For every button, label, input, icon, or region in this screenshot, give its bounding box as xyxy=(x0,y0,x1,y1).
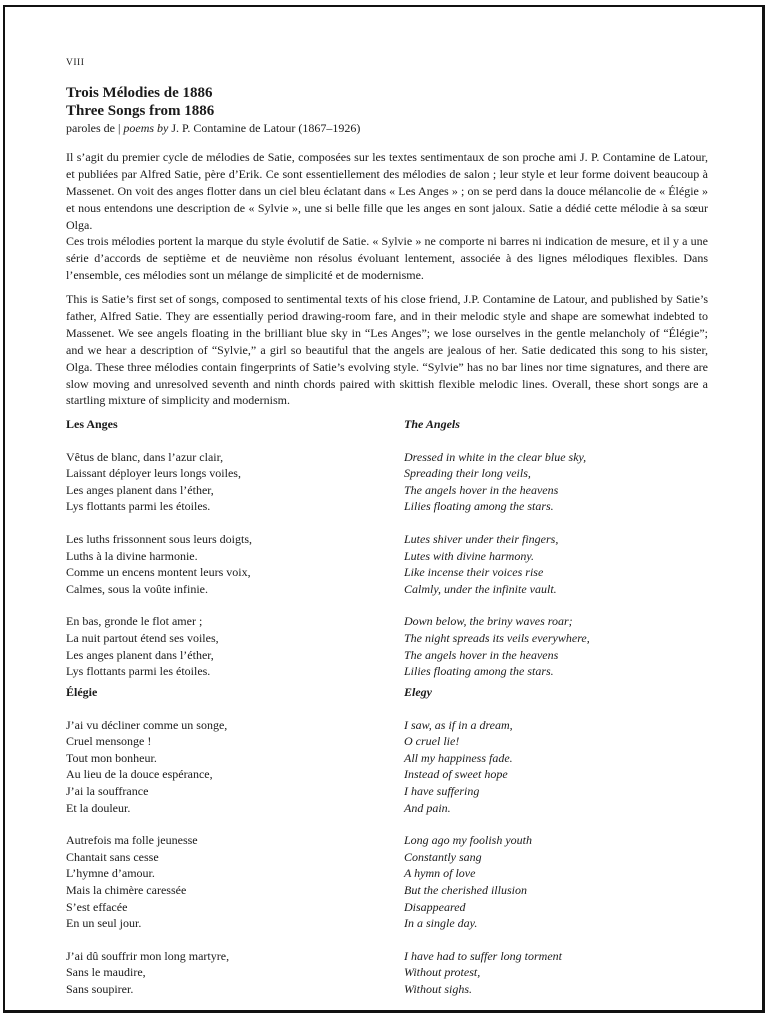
verse-line: Like incense their voices rise xyxy=(404,565,544,580)
verse-line: Lilies floating among the stars. xyxy=(404,499,554,514)
verse-line: Tout mon bonheur. xyxy=(66,750,157,765)
verse-line: Laissant déployer leurs longs voiles, xyxy=(66,466,241,481)
verse-line: Les anges planent dans l’éther, xyxy=(66,647,214,662)
byline xyxy=(66,121,360,135)
stanza xyxy=(404,449,704,515)
stanza xyxy=(404,531,704,597)
verse-line: A hymn of love xyxy=(404,866,476,881)
verse-line: The night spreads its veils everywhere, xyxy=(404,630,590,645)
intro-english-paragraph: This is Satie’s first set of songs, composed to sentimental texts of his close friend, J.P. Contamine de Latour, and published by Satie’s father, Alfred Satie. They are essentially period drawing-room fare, and in their melodic style and shape are somewhat indebted to Massenet. We see angels floating in the brilliant blue sky in “Les Anges”; we lose ourselves in the gentle melancholy of “Élégie”; and we hear a description of “Sylvie,” a girl so beautiful that the angels are jealous of her. Satie dedicated this song to his sister, Olga. These three mélodies contain fingerprints of Satie’s evolving style. “Sylvie” has no bar lines nor time signatures, and there are slow moving and unresolved seventh and ninth chords paired with skittish flexible melodic lines. Overall, these short songs are a startling mixture of simplicity and modernism. xyxy=(66,292,708,408)
verse-line: O cruel lie! xyxy=(404,734,460,749)
stanza xyxy=(404,948,704,998)
verse-line: Without protest, xyxy=(404,965,481,980)
intro-french-paragraph-1: Il s’agit du premier cycle de mélodies de Satie, composées sur les textes sentimentaux de son proche ami J. P. Contamine de Latour, et publiées par Alfred Satie, père d’Erik. Ce sont essentiellement des mélodies de salon ; leur style et leur forme doivent beaucoup à Massenet. On voit des anges flotter dans un ciel bleu éclatant dans « Les Anges » ; on se perd dans la douce mélancolie de « Élégie » et nous entendons une description de « Sylvie », une si belle fille que les anges en sont jaloux. Satie a dédié cette mélodie à sa sœur Olga. xyxy=(66,150,708,232)
verse-line: Lys flottants parmi les étoiles. xyxy=(66,499,211,514)
verse-line: J’ai la souffrance xyxy=(66,783,149,798)
stanza xyxy=(404,613,704,679)
verse-line: Spreading their long veils, xyxy=(404,466,531,481)
verse-line: In a single day. xyxy=(404,916,478,931)
song-heading-french: Les Anges xyxy=(66,417,118,431)
stanza xyxy=(404,832,704,932)
verse-line: Sans le maudire, xyxy=(66,965,146,980)
verse-line: Long ago my foolish youth xyxy=(404,833,532,848)
stanza xyxy=(66,531,366,597)
verse-line: I saw, as if in a dream, xyxy=(404,717,513,732)
verse-line: Disappeared xyxy=(404,899,466,914)
verse-line: I have had to suffer long torment xyxy=(404,948,562,963)
song-heading-english: Elegy xyxy=(404,685,432,699)
verse-line: The angels hover in the heavens xyxy=(404,647,559,662)
verse-line: And pain. xyxy=(404,800,451,815)
stanza xyxy=(66,832,366,932)
verse-line: Comme un encens montent leurs voix, xyxy=(66,565,251,580)
verse-line: Lutes with divine harmony. xyxy=(404,548,534,563)
verse-line: Lilies floating among the stars. xyxy=(404,664,554,679)
elegie-english xyxy=(404,684,704,998)
verse-line: J’ai dû souffrir mon long martyre, xyxy=(66,948,230,963)
verse-line: En bas, gronde le flot amer ; xyxy=(66,614,203,629)
verse-line: S’est effacée xyxy=(66,899,128,914)
stanza xyxy=(404,717,704,817)
verse-line: Les luths frissonnent sous leurs doigts, xyxy=(66,531,252,546)
verse-line: Cruel mensonge ! xyxy=(66,734,152,749)
stanza xyxy=(66,449,366,515)
verse-line: But the cherished illusion xyxy=(404,882,527,897)
stanza xyxy=(66,613,366,679)
les-anges-french xyxy=(66,416,366,680)
verse-line: Et la douleur. xyxy=(66,800,131,815)
intro-french-paragraph-2: Ces trois mélodies portent la marque du style évolutif de Satie. « Sylvie » ne comporte ni barres ni indication de mesure, et il y a une série d’accords de septième et de neuvième non résolus évoluant lentement, associée à des lignes mélodiques flexibles. Dans l’ensemble, ces mélodies sont un mélange de simplicité et de modernisme. xyxy=(66,234,708,282)
verse-line: All my happiness fade. xyxy=(404,750,513,765)
les-anges-english xyxy=(404,416,704,680)
verse-line: L’hymne d’amour. xyxy=(66,866,155,881)
byline-author: J. P. Contamine de Latour (1867–1926) xyxy=(168,121,361,135)
verse-line: Chantait sans cesse xyxy=(66,849,159,864)
verse-line: Luths à la divine harmonie. xyxy=(66,548,198,563)
title-french: Trois Mélodies de 1886 xyxy=(66,85,213,101)
byline-prefix: paroles de | xyxy=(66,121,124,135)
stanza xyxy=(66,717,366,817)
verse-line: Vêtus de blanc, dans l’azur clair, xyxy=(66,449,224,464)
verse-line: Sans soupirer. xyxy=(66,981,134,996)
verse-line: Les anges planent dans l’éther, xyxy=(66,482,214,497)
page-number: VIII xyxy=(66,58,85,68)
song-heading-english: The Angels xyxy=(404,417,460,431)
verse-line: J’ai vu décliner comme un songe, xyxy=(66,717,228,732)
verse-line: Dressed in white in the clear blue sky, xyxy=(404,449,587,464)
title-english: Three Songs from 1886 xyxy=(66,103,215,119)
verse-line: Calmly, under the infinite vault. xyxy=(404,581,557,596)
byline-italic: poems by xyxy=(123,121,169,135)
verse-line: Mais la chimère caressée xyxy=(66,882,187,897)
verse-line: En un seul jour. xyxy=(66,916,142,931)
verse-line: Lutes shiver under their fingers, xyxy=(404,531,559,546)
verse-line: Instead of sweet hope xyxy=(404,767,508,782)
verse-line: I have suffering xyxy=(404,783,480,798)
song-heading-french: Élégie xyxy=(66,685,98,699)
verse-line: La nuit partout étend ses voiles, xyxy=(66,630,219,645)
verse-line: Autrefois ma folle jeunesse xyxy=(66,833,198,848)
stanza xyxy=(66,948,366,998)
verse-line: The angels hover in the heavens xyxy=(404,482,559,497)
verse-line: Au lieu de la douce espérance, xyxy=(66,767,213,782)
verse-line: Constantly sang xyxy=(404,849,482,864)
verse-line: Calmes, sous la voûte infinie. xyxy=(66,581,208,596)
verse-line: Down below, the briny waves roar; xyxy=(404,614,573,629)
verse-line: Lys flottants parmi les étoiles. xyxy=(66,664,211,679)
elegie-french xyxy=(66,684,366,998)
verse-line: Without sighs. xyxy=(404,981,473,996)
